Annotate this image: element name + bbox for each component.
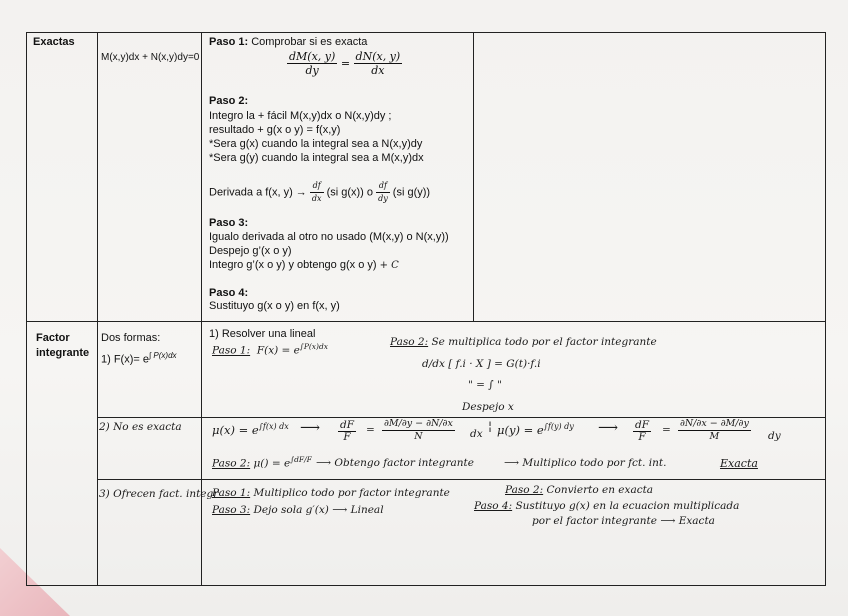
arrow-2: ⟶ [598,420,619,436]
row-title-exactas: Exactas [33,36,75,48]
row-title-factor: Factor [36,332,70,344]
ofrecen-paso4-line2: por el factor integrante ⟶ Exacta [532,515,715,527]
dos-formas: Dos formas: [101,332,161,344]
row-title-integrante: integrante [36,347,90,359]
col-divider-2 [201,33,202,585]
lineal-paso1: Paso 1: $F(x) = e^{\int P(x)dx}$ [212,342,328,357]
col-divider-3 [473,33,474,321]
arrow-1: ⟶ [300,420,321,436]
equals-2: = [662,424,671,436]
exact-paso3-label: Paso 3: [209,217,249,229]
exact-paso2-line2: resultado + g(x o y) = f(x,y) [209,124,341,136]
exact-paso3-line2: Despejo g’(x o y) [209,245,292,257]
exact-paso3-line1: Igualo derivada al otro no usado (M(x,y) o N(x,y)) [209,231,449,243]
ofrecen-paso2: Paso 2: Convierto en exacta [505,484,654,496]
obtengo-factor: ⟶ Obtengo factor integrante [316,457,474,469]
resolver-lineal: 1) Resolver una lineal [209,328,316,340]
ofrecen-paso4-line1: Paso 4: Sustituyo g(x) en la ecuacion multiplicada [474,500,740,512]
mu-y: $\mu(y) = e^{\int f(y) dy}$ [497,422,574,437]
equals-1: = [366,424,375,436]
ofrecen-paso3: Paso 3: Dejo sola g′(x) ⟶ Lineal [212,504,384,516]
exact-paso2-line1: Integro la + fácil M(x,y)dx o N(x,y)dy ; [209,110,392,122]
exact-derivative-line: Derivada a f(x, y) → $\frac{df}{dx}$ (si g(x)) o $\frac{df}{dy}$ (si g(y)) [209,181,431,203]
multiplico-todo: ⟶ Multiplico todo por fct. int. [504,457,667,469]
exact-equation: M(x,y)dx + N(x,y)dy=0 [101,52,200,63]
dF-over-F-2: $\frac{dF}{F}$ [635,419,650,443]
exact-paso2-line3: *Sera g(x) cuando la integral sea a N(x,y)dy [209,138,423,150]
exact-paso2-label: Paso 2: [209,95,249,107]
dx-label: dx [470,428,483,440]
ofrecen-paso1: Paso 1: Multiplico todo por factor integrante [212,487,450,499]
no-exacta-label: 2) No es exacta [99,421,182,433]
exact-paso1: Paso 1: Comprobar si es exacta [209,36,368,48]
dF-over-F: $\frac{dF}{F}$ [340,419,355,443]
separator: ¦ [488,419,493,433]
exact-paso3-line3: Integro g’(x o y) y obtengo g(x o y) + C [209,259,399,271]
ofrecen-label: 3) Ofrecen fact. integr [99,488,219,500]
exact-paso4-line1: Sustituyo g(x o y) en f(x, y) [209,300,340,312]
no-exacta-paso2: Paso 2: $\mu() = e^{\int dF/F}$ [212,455,312,470]
mu-x: $\mu(x) = e^{\int f(x) dx}$ [212,422,289,437]
exacta-result: Exacta [720,457,758,470]
despejo-x: Despejo x [462,401,514,413]
fraction-y: $\frac{\partial N/\partial x - \partial M/\partial y}{M}$ [680,418,749,442]
integral-line: " = ∫ " [468,379,502,391]
exactness-condition: $\frac{dM(x, y)}{dy}$ = $\frac{dN(x, y)}{dx}$ [289,50,401,77]
col-divider-1 [97,33,98,585]
row-divider-1 [27,321,825,322]
exact-paso2-line4: *Sera g(y) cuando la integral sea a M(x,y)dx [209,152,424,164]
row-divider-3 [97,479,825,480]
dy-label: dy [768,430,781,442]
lineal-paso2: Paso 2: Se multiplica todo por el factor integrante [390,336,657,348]
fraction-x: $\frac{\partial M/\partial y - \partial N/\partial x}{N}$ [384,418,453,442]
forma1-formula: 1) $F(x)= e^{\int P(x)dx}$ [101,351,177,366]
exact-paso4-label: Paso 4: [209,287,249,299]
derivative-bracket: d/dx [ f.i · X ] = G(t)·f.i [422,358,541,370]
